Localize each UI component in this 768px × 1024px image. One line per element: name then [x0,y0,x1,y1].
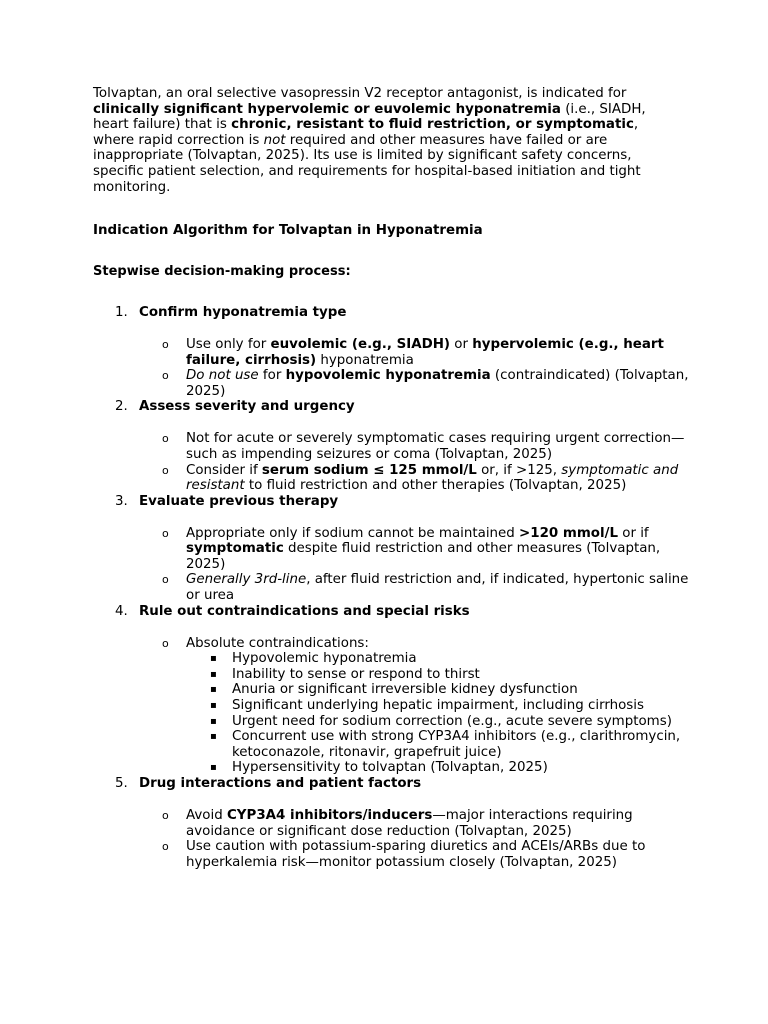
sub-item [93,431,693,462]
sub-text: , after fluid restriction and, if indicated, hypertonic saline or urea [186,572,689,604]
steps-list [93,305,693,870]
sub-text: or, if >125, [476,462,562,478]
sub-item [93,839,693,870]
sub-text: Use only for [186,336,271,352]
sub-bold: hypovolemic hyponatremia [285,368,491,384]
contraindication-item [93,651,693,667]
sub-text: —major interactions requiring avoidance or significant dose reduction (Tolvaptan, 2025) [186,807,633,839]
intro-text: (i.e., SIADH, heart failure) that is [93,101,646,133]
sub-bold: hypervolemic (e.g., heart failure, cirrhosis) [186,336,664,368]
contraindication-item [93,729,693,760]
intro-bold: chronic, resistant to fluid restriction, or symptomatic [231,117,634,133]
document-page [93,86,689,870]
sub-text: Avoid [186,807,227,823]
sub-text: Appropriate only if sodium cannot be maintained [186,525,520,541]
step-item [93,305,693,399]
contraindication-item [93,714,693,730]
sub-text: or [450,336,473,352]
contraindication-item [93,667,693,683]
sub-bold: >120 mmol/L [519,525,618,541]
contraindication-text: Urgent need for sodium correction (e.g., acute severe symptoms) [232,713,672,729]
sub-text: to fluid restriction and other therapies (Tolvaptan, 2025) [244,478,627,494]
step-number: 2. [115,399,128,415]
square-bullet-icon: ▪ [210,653,217,665]
sub-list [93,526,693,604]
contraindication-list [93,651,693,776]
bullet-icon: o [162,463,169,477]
contraindication-text: Anuria or significant irreversible kidney dysfunction [232,682,578,698]
step-title: Evaluate previous therapy [139,493,339,509]
contraindication-item [93,760,693,776]
bullet-icon: o [162,369,169,383]
intro-text: , where rapid correction is [93,117,639,148]
bullet-icon: o [162,432,169,446]
sub-text: Use caution with potassium-sparing diuretics and ACEIs/ARBs due to hyperkalemia risk—monitor potassium closely (Tolvaptan, 2025) [186,839,646,870]
sub-item [93,636,693,652]
sub-bold: CYP3A4 inhibitors/inducers [226,807,433,823]
sub-italic: symptomatic and resistant [186,462,679,494]
intro-bold: clinically significant hypervolemic or euvolemic hyponatremia [93,101,561,117]
sub-list [93,431,693,493]
sub-italic: Do not use [186,368,259,384]
bullet-icon: o [162,573,169,587]
intro-paragraph [93,86,683,195]
square-bullet-icon: ▪ [210,684,217,696]
sub-item [93,808,693,839]
step-item [93,776,693,870]
step-item [93,604,693,776]
sub-item [93,337,693,368]
square-bullet-icon: ▪ [210,715,217,727]
contraindication-item [93,698,693,714]
bullet-icon: o [162,636,169,650]
bullet-icon: o [162,526,169,540]
intro-text: Tolvaptan, an oral selective vasopressin V2 receptor antagonist, is indicated for [93,86,627,101]
sub-text: for [258,368,286,384]
step-title: Assess severity and urgency [139,399,355,415]
square-bullet-icon: ▪ [210,762,217,774]
step-number: 1. [115,305,128,320]
sub-text: Not for acute or severely symptomatic cases requiring urgent correction—such as impending seizures or coma (Tolvaptan, 2025) [186,431,685,462]
intro-italic: not [263,132,286,148]
step-number: 5. [115,776,128,791]
intro-text: required and other measures have failed or are inappropriate (Tolvaptan, 2025). Its use is limited by significant safety concerns, specific patient selection, and requirements for hospital-based initiation and tight monitoring. [93,132,641,195]
step-item [93,399,693,493]
bullet-icon: o [162,840,169,854]
contraindication-text: Concurrent use with strong CYP3A4 inhibitors (e.g., clarithromycin, ketoconazole, ritonavir, grapefruit juice) [232,729,681,760]
sub-item [93,526,693,573]
step-title: Rule out contraindications and special risks [139,603,470,619]
step-number: 4. [115,603,128,619]
sub-text: (contraindicated) (Tolvaptan, 2025) [186,368,689,399]
square-bullet-icon: ▪ [210,668,217,680]
sub-text: Consider if [186,462,262,478]
step-title: Confirm hyponatremia type [139,305,347,320]
sub-item [93,368,693,399]
sub-list [93,337,693,399]
sub-text: Absolute contraindications: [186,635,369,651]
subsection-heading: Stepwise decision-making process: [93,264,351,279]
square-bullet-icon: ▪ [210,700,217,712]
contraindication-text: Inability to sense or respond to thirst [232,666,480,682]
square-bullet-icon: ▪ [210,731,217,743]
contraindication-item [93,682,693,698]
sub-text: despite fluid restriction and other measures (Tolvaptan, 2025) [186,541,661,572]
sub-text: hyponatremia [316,352,414,368]
bullet-icon: o [162,808,169,822]
step-number: 3. [115,493,128,509]
contraindication-text: Significant underlying hepatic impairment, including cirrhosis [232,698,644,714]
sub-text: or if [618,525,649,541]
sub-list [93,636,693,652]
sub-list [93,808,693,870]
sub-item [93,572,693,603]
contraindication-text: Hypovolemic hyponatremia [232,651,417,667]
sub-italic: Generally 3rd-line [186,572,307,588]
step-item [93,494,693,604]
contraindication-text: Hypersensitivity to tolvaptan (Tolvaptan, 2025) [232,760,548,776]
bullet-icon: o [162,337,169,351]
section-heading: Indication Algorithm for Tolvaptan in Hyponatremia [93,223,483,238]
step-title: Drug interactions and patient factors [139,776,422,791]
sub-item [93,463,693,494]
sub-bold: serum sodium ≤ 125 mmol/L [261,462,477,478]
sub-bold: euvolemic (e.g., SIADH) [270,336,451,352]
sub-bold: symptomatic [186,541,284,557]
